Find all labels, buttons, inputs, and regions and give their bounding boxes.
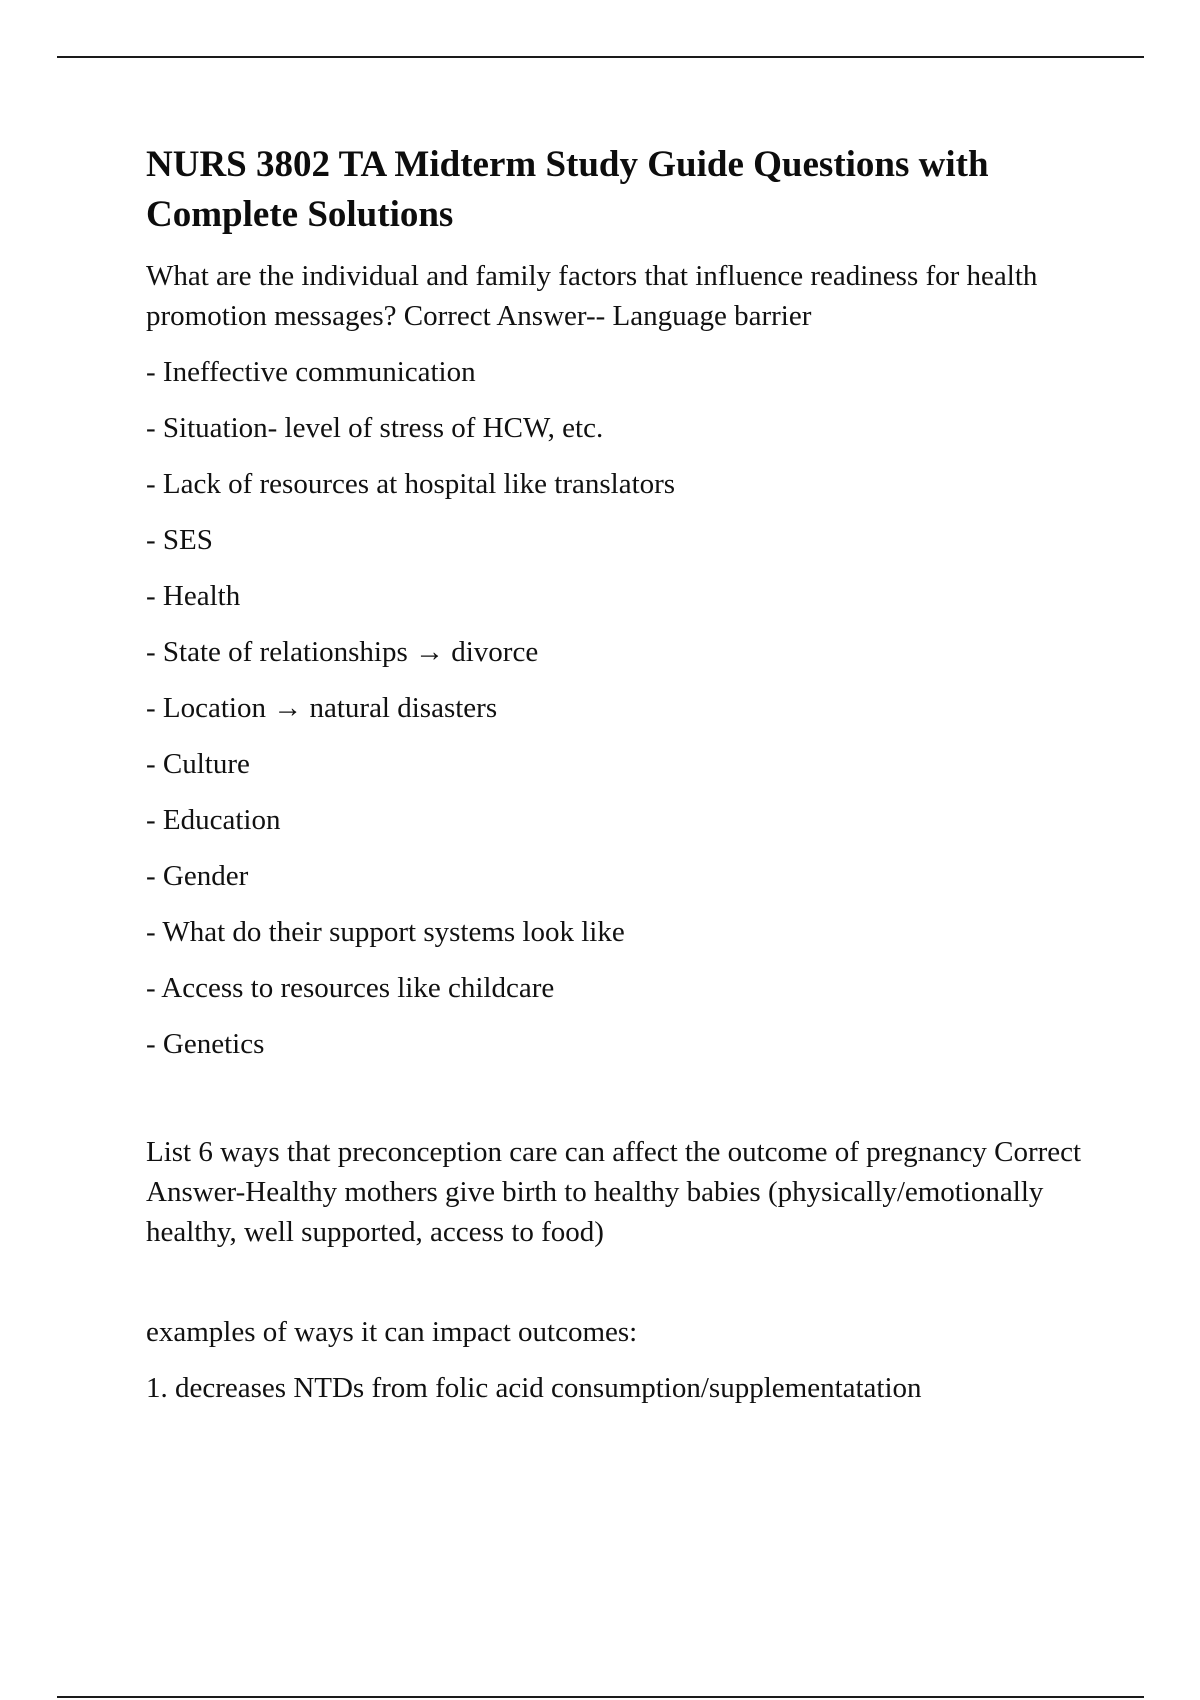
examples-heading: examples of ways it can impact outcomes: — [146, 1316, 638, 1348]
examples-list — [146, 1368, 1096, 1408]
top-divider — [57, 56, 1144, 58]
list-item: - Health — [146, 580, 241, 612]
list-item: - Education — [146, 804, 281, 836]
bottom-divider — [57, 1696, 1144, 1698]
list-item: - Genetics — [146, 1028, 265, 1060]
list-item: - Gender — [146, 860, 249, 892]
list-item: - SES — [146, 524, 213, 556]
document-body — [146, 140, 1096, 1408]
question-1-text: What are the individual and family factors that influence readiness for health promotion messages? Correct Answer-- Language barrier — [146, 260, 1038, 332]
question-1-answer-list — [146, 352, 1096, 1064]
list-item: - Location → natural disasters — [146, 692, 498, 724]
question-2-text: List 6 ways that preconception care can affect the outcome of pregnancy Correct Answer-Healthy mothers give birth to healthy babies (physically/emotionally healthy, well supported, access to food) — [146, 1136, 1082, 1248]
list-item: - Lack of resources at hospital like translators — [146, 468, 676, 500]
document-title: NURS 3802 TA Midterm Study Guide Questions with Complete Solutions — [146, 144, 989, 235]
list-item: - Situation- level of stress of HCW, etc. — [146, 412, 604, 444]
list-item: - Ineffective communication — [146, 356, 476, 388]
list-item: - Culture — [146, 748, 250, 780]
list-item: - Access to resources like childcare — [146, 972, 555, 1004]
list-item: - What do their support systems look like — [146, 916, 625, 948]
list-item: - State of relationships → divorce — [146, 636, 539, 668]
list-item: 1. decreases NTDs from folic acid consumption/supplementatation — [146, 1372, 922, 1404]
